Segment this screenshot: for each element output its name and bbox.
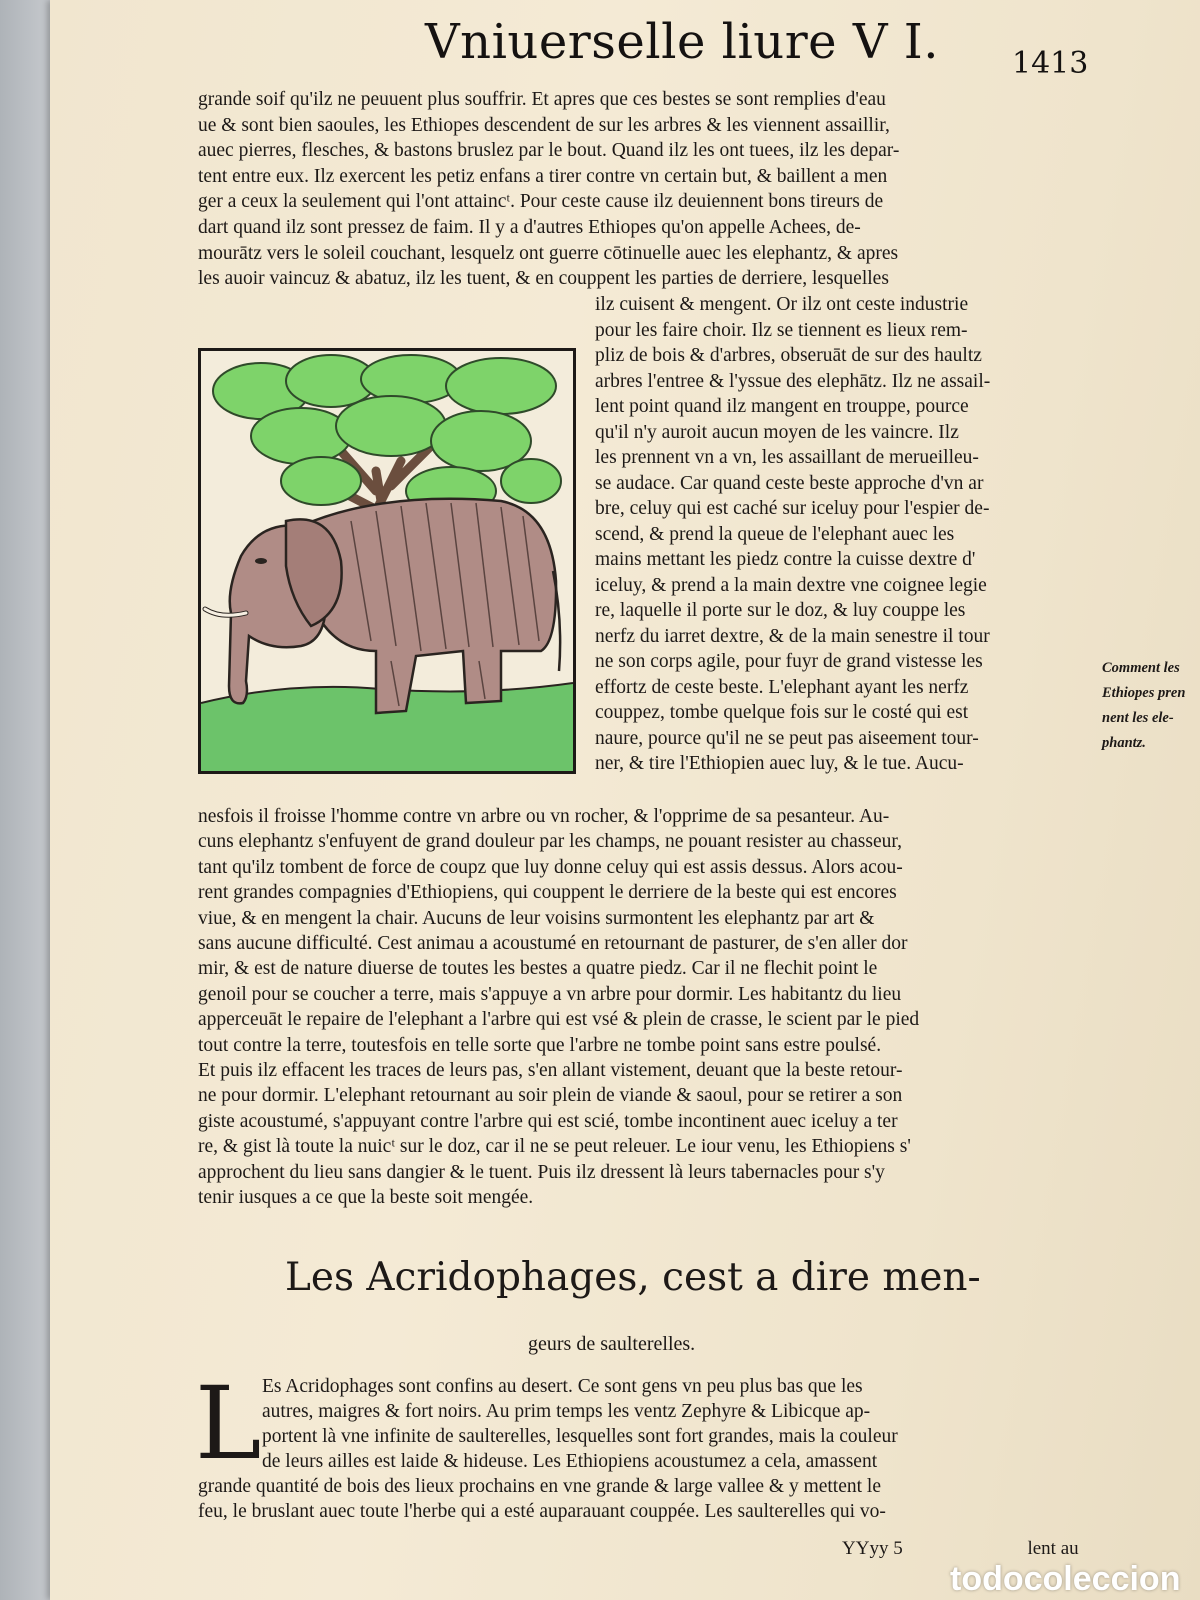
- margin-note-line: Ethiopes pren: [1102, 685, 1186, 701]
- text-line: Es Acridophages sont confins au desert. Ce sont gens vn peu plus bas que les: [262, 1376, 863, 1397]
- margin-note-line: phantz.: [1102, 735, 1146, 751]
- margin-note-line: Comment les: [1102, 660, 1180, 676]
- watermark-logo: todocoleccion: [950, 1560, 1181, 1598]
- running-title: Vniuerselle liure V I.: [425, 14, 939, 70]
- text-line: ger a ceux la seulement qui l'ont attaincᵗ. Pour ceste cause ilz deuiennent bons tireurs de: [198, 191, 884, 213]
- text-line: les prennent vn a vn, les assaillant de merueilleu-: [595, 447, 979, 468]
- text-line: tant qu'ilz tombent de force de coupz que luy donne celuy qui est assis dessus. Alors acou-: [198, 856, 903, 878]
- text-line: tent entre eux. Ilz exercent les petiz enfans a tirer contre vn certain but, & baillent a men: [198, 165, 888, 187]
- text-line: approchent du lieu sans dangier & le tuent. Puis ilz dressent là leurs tabernacles pour s'y: [198, 1161, 885, 1183]
- text-line: rent grandes compagnies d'Ethiopiens, qui couppent le derriere de la beste qui est encores: [198, 882, 897, 904]
- section-heading: Les Acridophages, cest a dire men-: [285, 1255, 981, 1300]
- elephant-tree-image: [201, 351, 573, 771]
- text-line: re, & gist là toute la nuicᵗ sur le doz, car il ne se peut releuer. Le iour venu, les Ethiopiens s': [198, 1136, 911, 1158]
- text-line: feu, le bruslant auec toute l'herbe qui a esté auparauant couppée. Les saulterelles qui vo-: [198, 1501, 886, 1522]
- text-line: nerfz du iarret dextre, & de la main senestre il tour: [595, 625, 990, 647]
- text-line: naure, pource qu'il ne se peut pas aiseement tour-: [595, 727, 979, 749]
- text-line: effortz de ceste beste. L'elephant ayant les nerfz: [595, 676, 969, 698]
- text-line: tenir iusques a ce que la beste soit mengée.: [198, 1187, 534, 1208]
- book-page: [50, 0, 1200, 1600]
- text-line: apperceuāt le repaire de l'elephant a l'arbre qui est vsé & plein de crasse, le scient par le pied: [198, 1009, 920, 1031]
- text-line: arbres l'entree & l'yssue des elephātz. Ilz ne assail-: [595, 370, 991, 392]
- text-line: pour les faire choir. Ilz se tiennent es lieux rem-: [595, 319, 968, 341]
- text-line: iceluy, & prend a la main dextre vne coignee legie: [595, 574, 987, 596]
- text-line: viue, & en mengent la chair. Aucuns de leur voisins surmontent les elephantz par art &: [198, 907, 875, 929]
- text-line: les auoir vaincuz & abatuz, ilz les tuent, & en couppent les parties de derriere, lesquelles: [198, 268, 889, 290]
- text-line: grande quantité de bois des lieux prochains en vne grande & large vallee & y mettent le: [198, 1476, 881, 1497]
- text-line: couppez, tombe quelque fois sur le costé qui est: [595, 702, 969, 723]
- text-line: mains mettant les piedz contre la cuisse dextre d': [595, 549, 976, 570]
- text-line: scend, & prend la queue de l'elephant auec les: [595, 523, 955, 545]
- text-line: Et puis ilz effacent les traces de leurs pas, s'en allant vistement, deuant que la beste retour-: [198, 1060, 903, 1081]
- text-line: sans aucune difficulté. Cest animau a acoustumé en retournant de pasturer, de s'en aller dor: [198, 933, 908, 954]
- text-line: re, laquelle il porte sur le doz, & luy couppe les: [595, 600, 966, 621]
- text-line: de leurs ailles est laide & hideuse. Les Ethiopiens acoustumez a cela, amassent: [262, 1451, 878, 1472]
- text-line: ne pour dormir. L'elephant retournant au soir plein de viande & saoul, pour se retirer a son: [198, 1085, 903, 1107]
- text-line: genoil pour se coucher a terre, mais s'appuye a vn arbre pour dormir. Les habitantz du lieu: [198, 983, 902, 1005]
- text-line: tout contre la terre, toutesfois en telle sorte que l'arbre ne tombe point sans estre poulsé.: [198, 1034, 882, 1056]
- text-line: cuns elephantz s'enfuyent de grand douleur par les champs, ne pouant resister au chasseur,: [198, 831, 902, 853]
- drop-cap: L: [195, 1365, 262, 1482]
- signature-mark: [842, 1538, 1079, 1560]
- elephant-woodcut-illustration: [198, 348, 576, 774]
- scan-background: [0, 0, 55, 1600]
- text-line: ne son corps agile, pour fuyr de grand vistesse les: [595, 651, 983, 672]
- text-line: ilz cuisent & mengent. Or ilz ont ceste industrie: [595, 294, 969, 315]
- text-line: qu'il n'y auroit aucun moyen de les vaincre. Ilz: [595, 421, 959, 443]
- text-line: mourātz vers le soleil couchant, lesquelz ont guerre cōtinuelle auec les elephantz, & apres: [198, 242, 899, 264]
- catchword: lent au: [1027, 1538, 1079, 1559]
- text-line: nesfois il froisse l'homme contre vn arbre ou vn rocher, & l'opprime de sa pesanteur. Au-: [198, 806, 890, 827]
- text-line: ner, & tire l'Ethiopien auec luy, & le tue. Aucu-: [595, 753, 964, 774]
- text-line: autres, maigres & fort noirs. Au prim temps les ventz Zephyre & Libicque ap-: [262, 1401, 871, 1422]
- text-line: giste acoustumé, s'appuyant contre l'arbre qui est scié, tombe incontinent auec iceluy a ter: [198, 1110, 898, 1132]
- margin-note-line: nent les ele-: [1102, 710, 1174, 726]
- text-line: pliz de bois & d'arbres, obseruāt de sur des haultz: [595, 345, 982, 366]
- text-line: bre, celuy qui est caché sur iceluy pour l'espier de-: [595, 498, 990, 519]
- text-line: lent point quand ilz mangent en trouppe, pource: [595, 396, 969, 417]
- text-line: portent là vne infinite de saulterelles, lesquelles sont fort grandes, mais la couleur: [262, 1426, 898, 1447]
- page-number: 1413: [1012, 46, 1089, 81]
- text-line: ue & sont bien saoules, les Ethiopes descendent de sur les arbres & les viennent assaillir,: [198, 114, 890, 136]
- text-line: dart quand ilz sont pressez de faim. Il y a d'autres Ethiopes qu'on appelle Achees, de-: [198, 217, 861, 238]
- text-line: se audace. Car quand ceste beste approche d'vn ar: [595, 472, 984, 494]
- signature-text: YYyy 5: [842, 1538, 903, 1559]
- section-subheading: geurs de saulterelles.: [528, 1333, 696, 1355]
- text-line: mir, & est de nature diuerse de toutes les bestes a quatre piedz. Car il ne flechit point le: [198, 958, 878, 980]
- text-line: auec pierres, flesches, & bastons bruslez par le bout. Quand ilz les ont tuees, ilz les depar-: [198, 140, 900, 162]
- text-line: grande soif qu'ilz ne peuuent plus souffrir. Et apres que ces bestes se sont remplies d'eau: [198, 89, 886, 110]
